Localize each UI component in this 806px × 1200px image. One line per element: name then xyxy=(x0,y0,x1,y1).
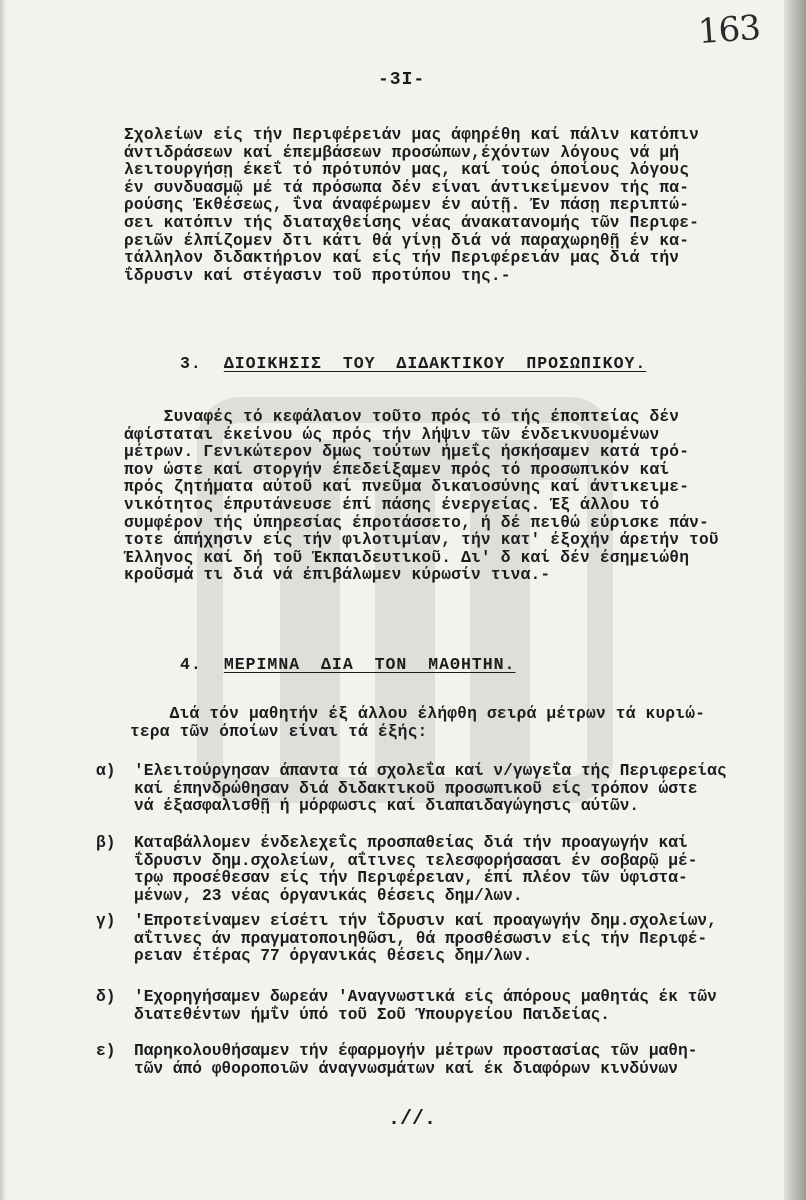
page-number: -3I- xyxy=(378,70,426,90)
list-item-text: Καταβάλλομεν ένδελεχεΐς προσπαθείας διά τήν προαγωγήν καί ΐδρυσιν δημ.σχολείων, αΐτινες τελεσφορήσασαι έν σοβαρῷ μέ- τρῳ προσέθεσαν είς τήν Περιφέρειαν, έπί πλέον τῶν ύφιστα- μένων, 23 νέας όργανικάς θέσεις δημ/λων. xyxy=(134,834,698,905)
list-item xyxy=(96,912,717,966)
list-item-text: 'Ελειτούργησαν άπαντα τά σχολεΐα καί ν/γωγεΐα τής Περιφερείας καί έπηνδρώθησαν διά διδακτικοῦ προσωπικοῦ είς τρόπον ώστε νά έξασφαλισθῇ ή μόρφωσις καί διαπαιδαγώγησις αύτῶν. xyxy=(134,762,727,816)
continuation-mark: .//. xyxy=(388,1108,437,1131)
list-item-marker: α) xyxy=(96,762,116,780)
intro-paragraph: Σχολείων είς τήν Περιφέρειάν μας άφηρέθη καί πάλιν κατόπιν άντιδράσεων καί έπεμβάσεων προσώπων,έχόντων λόγους νά μή λειτουργήσῃ έκεΐ τό πρότυπόν μας, καί τούς όποίους λόγους έν συνδυασμῷ μέ τά πρόσωπα δέν είναι άντικείμενον τής πα- ρούσης Έκθέσεως, ΐνα άναφέρωμεν έν αύτῇ. Έν πάσῃ περιπτώ- σει κατόπιν τής διαταχθείσης νέας άνακατανομής τῶν Περιφε- ρειῶν έλπίζομεν δτι κάτι θά γίνῃ διά νά παραχωρηθῇ έν κα- τάλληλον διδακτήριον καί είς τήν Περιφέρειάν μας διά τήν ΐδρυσιν καί στέγασιν τοῦ προτύπου της.- xyxy=(124,126,700,285)
list-item-text: Παρηκολουθήσαμεν τήν έφαρμογήν μέτρων προστασίας τῶν μαθη- τῶν άπό φθοροποιῶν άναγνωσμάτων καί έκ διαφόρων κινδύνων xyxy=(134,1042,698,1078)
list-item-text: 'Επροτείναμεν είσέτι τήν ΐδρυσιν καί προαγωγήν δημ.σχολείων, αΐτινες άν πραγματοποιηθῶσι, θά προσθέσωσιν είς τήν Περιφέ- ρειαν έτέρας 77 όργανικάς θέσεις δημ/λων. xyxy=(134,912,717,966)
list-item xyxy=(96,1042,698,1096)
page-right-edge xyxy=(784,0,806,1200)
list-item-marker: δ) xyxy=(96,988,116,1006)
page-left-edge xyxy=(0,0,6,1200)
list-item-marker: ε) xyxy=(96,1042,116,1060)
section-4-number: 4. xyxy=(180,655,202,674)
list-item xyxy=(96,988,717,1042)
section-4-title: ΜΕΡΙΜΝΑ ΔΙΑ ΤΟΝ ΜΑΘΗΤΗΝ. xyxy=(223,655,516,674)
section-4-intro: Διά τόν μαθητήν έξ άλλου έλήφθη σειρά μέτρων τά κυριώ- τερα τῶν όποίων είναι τά έξής: xyxy=(130,705,706,741)
section-3-heading xyxy=(180,354,646,373)
list-item-marker: β) xyxy=(96,834,116,852)
section-3-title: ΔΙΟΙΚΗΣΙΣ ΤΟΥ ΔΙΔΑΚΤΙΚΟΥ ΠΡΟΣΩΠΙΚΟΥ. xyxy=(223,354,647,373)
section-3-paragraph: Συναφές τό κεφάλαιον τοῦτο πρός τό τής έποπτείας δέν άφίσταται έκείνου ώς πρός τήν λήψιν τῶν ένδεικνυομένων μέτρων. Γενικώτερον δμως τούτων ήμεΐς ήσκήσαμεν κατά τρό- πον ώστε καί στοργήν έπεδείξαμεν πρός τό προσωπικόν καί πρός ζητήματα αύτοῦ καί πνεῦμα δικαιοσύνης καί άντικειμε- νικότητος έπρυτάνευσε έπί πάσης ένεργείας. Έξ άλλου τό συμφέρον τής ύπηρεσίας έπροτάσσετο, ή δέ πειθώ εύρισκε πάν- τοτε άπήχησιν είς τήν φιλοτιμίαν, τήν κατ' έξοχήν άρετήν τοῦ Έλληνος καί δή τοῦ Έκπαιδευτικοῦ. Δι' δ καί δέν έσημειώθη κροῦσμά τι διά νά έπιβάλωμεν κύρωσίν τινα.- xyxy=(124,408,719,585)
list-item xyxy=(96,762,727,816)
handwritten-page-number: 163 xyxy=(696,7,762,53)
list-item xyxy=(96,834,698,905)
section-4-heading xyxy=(180,655,515,674)
section-3-number: 3. xyxy=(180,354,202,373)
list-item-text: 'Εχορηγήσαμεν δωρεάν 'Αναγνωστικά είς άπόρους μαθητάς έκ τῶν διατεθέντων ήμΐν ύπό τοῦ Σοῦ Ύπουργείου Παιδείας. xyxy=(134,988,717,1024)
list-item-marker: γ) xyxy=(96,912,116,930)
